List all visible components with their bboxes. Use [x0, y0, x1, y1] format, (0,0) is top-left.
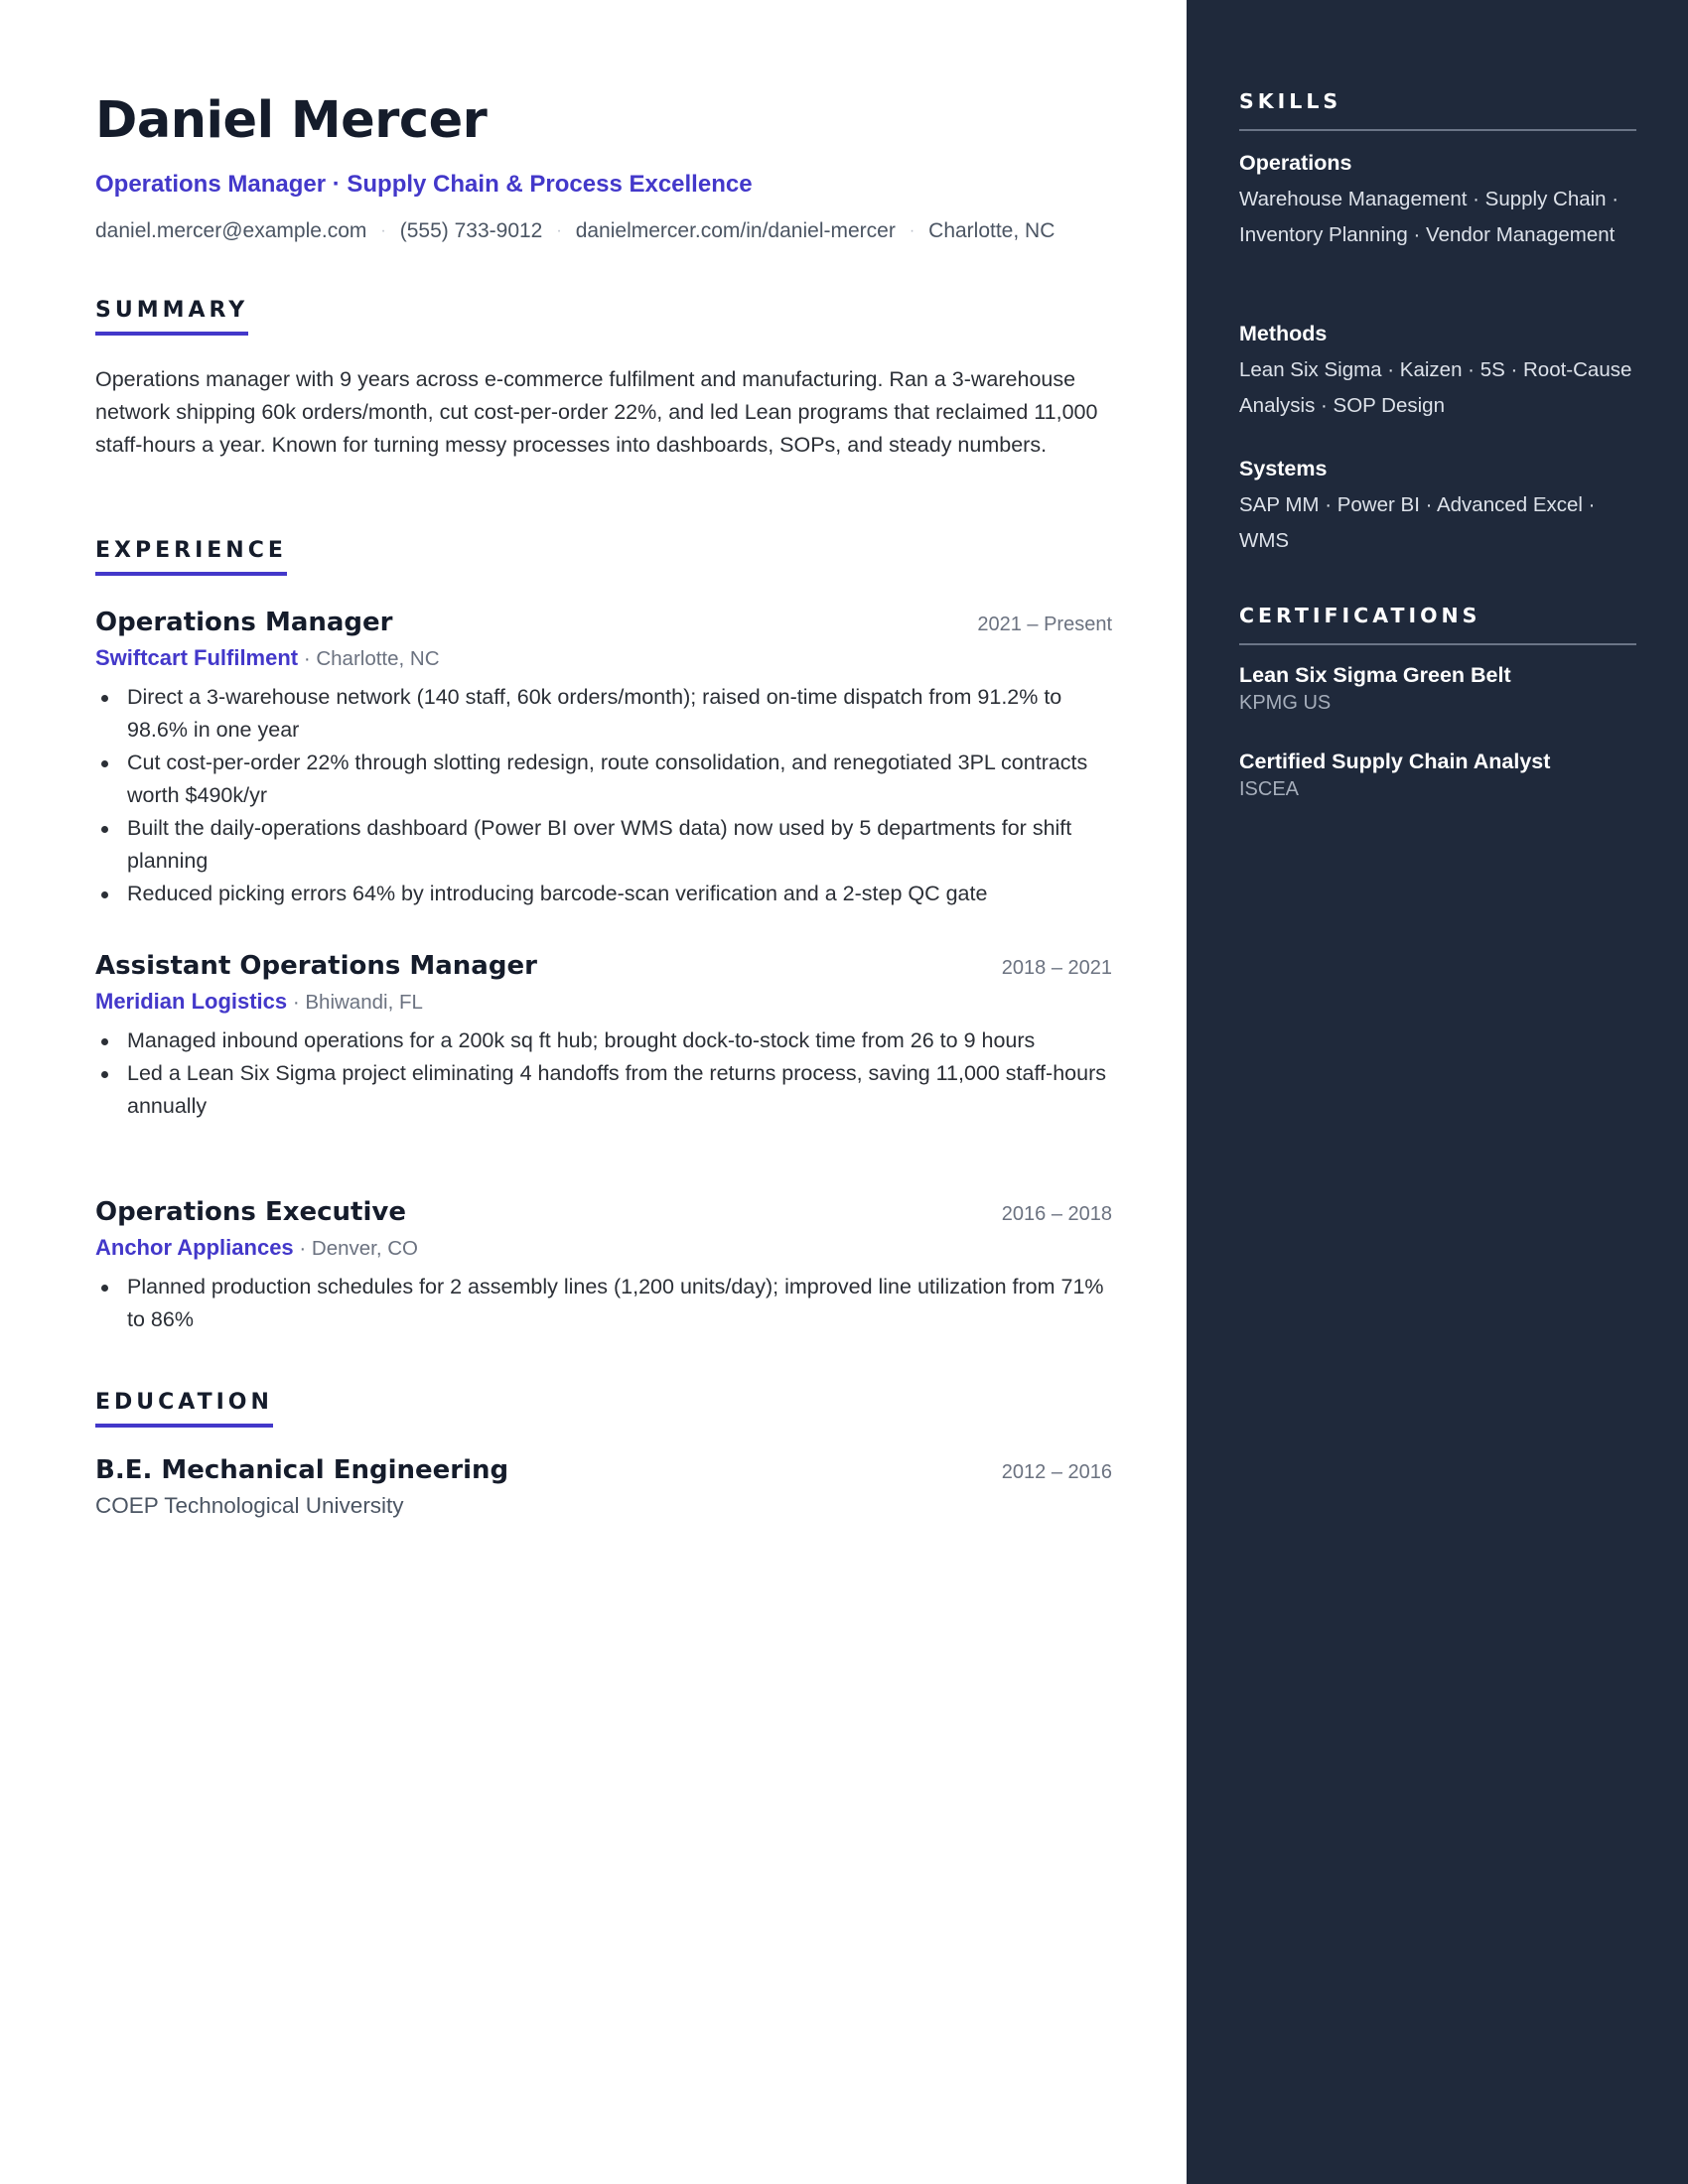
company-name: Swiftcart Fulfilment — [95, 645, 299, 670]
job-location: · Denver, CO — [293, 1237, 418, 1260]
skill-group — [1239, 322, 1641, 424]
education-entry — [95, 1455, 1112, 1519]
certification-name: Certified Supply Chain Analyst — [1239, 750, 1551, 773]
skill-group — [1239, 151, 1641, 253]
contact-website[interactable]: danielmercer.com/in/daniel-mercer — [575, 219, 896, 242]
job-entry — [95, 1197, 1112, 1336]
job-org — [95, 645, 1112, 671]
job-title: Operations Manager — [95, 608, 393, 637]
skill-group-name: Operations — [1239, 151, 1352, 175]
certification-issuer: ISCEA — [1239, 778, 1300, 800]
candidate-name: Daniel Mercer — [95, 91, 488, 150]
skill-group — [1239, 457, 1641, 559]
job-entry — [95, 951, 1112, 1123]
list-item: Direct a 3-warehouse network (140 staff, 60k orders/month); raised on-time dispatch from 91.2% to 98.6% in one year — [95, 681, 1112, 747]
skill-group-items: Warehouse Management · Supply Chain · Inventory Planning · Vendor Management — [1239, 188, 1619, 246]
job-bullets — [95, 1271, 1112, 1336]
job-dates: 2018 – 2021 — [1001, 957, 1112, 979]
company-name: Anchor Appliances — [95, 1235, 294, 1260]
job-org — [95, 1235, 1112, 1261]
job-entry — [95, 608, 1112, 910]
job-org — [95, 989, 1112, 1015]
summary-heading: SUMMARY — [95, 298, 248, 336]
job-location: · Bhiwandi, FL — [287, 991, 423, 1014]
certification-name: Lean Six Sigma Green Belt — [1239, 663, 1511, 687]
list-item: Reduced picking errors 64% by introducing barcode-scan verification and a 2-step QC gate — [95, 878, 1112, 910]
degree: B.E. Mechanical Engineering — [95, 1455, 509, 1485]
contact-separator: · — [909, 222, 915, 239]
job-title: Assistant Operations Manager — [95, 951, 537, 981]
company-name: Meridian Logistics — [95, 989, 288, 1014]
skill-group-name: Systems — [1239, 457, 1328, 480]
contact-line — [95, 219, 1055, 243]
job-dates: 2021 – Present — [977, 614, 1112, 635]
skill-group-name: Methods — [1239, 322, 1328, 345]
summary-text: Operations manager with 9 years across e-commerce fulfilment and manufacturing. Ran a 3-warehouse network shipping 60k orders/month, cut cost-per-order 22%, and led Lean programs that reclaimed 11,000 staff-hours a year. Known for turning messy processes into dashboards, SOPs, and steady numbers. — [95, 367, 1098, 457]
list-item: Led a Lean Six Sigma project eliminating 4 handoffs from the returns process, saving 11,000 staff-hours annually — [95, 1057, 1112, 1123]
skills-heading: SKILLS — [1239, 89, 1636, 131]
contact-phone[interactable]: (555) 733-9012 — [399, 219, 543, 242]
contact-separator: · — [380, 222, 386, 239]
job-title: Operations Executive — [95, 1197, 406, 1227]
education-heading: EDUCATION — [95, 1390, 273, 1428]
job-bullets — [95, 681, 1112, 910]
list-item: Managed inbound operations for a 200k sq ft hub; brought dock-to-stock time from 26 to 9 hours — [95, 1024, 1112, 1057]
certifications-heading: CERTIFICATIONS — [1239, 604, 1636, 645]
certification-issuer: KPMG US — [1239, 692, 1332, 714]
contact-email[interactable]: daniel.mercer@example.com — [95, 219, 367, 242]
education-dates: 2012 – 2016 — [1001, 1461, 1112, 1483]
list-item: Built the daily-operations dashboard (Power BI over WMS data) now used by 5 departments for shift planning — [95, 812, 1112, 878]
skill-group-items: SAP MM · Power BI · Advanced Excel · WMS — [1239, 493, 1596, 552]
job-dates: 2016 – 2018 — [1001, 1203, 1112, 1225]
headline: Operations Manager · Supply Chain & Process Excellence — [95, 171, 753, 198]
list-item: Planned production schedules for 2 assembly lines (1,200 units/day); improved line utilization from 71% to 86% — [95, 1271, 1112, 1336]
school-name: COEP Technological University — [95, 1493, 404, 1518]
certification-entry — [1239, 750, 1641, 801]
certification-entry — [1239, 663, 1641, 715]
contact-separator: · — [556, 222, 562, 239]
list-item: Cut cost-per-order 22% through slotting redesign, route consolidation, and renegotiated 3PL contracts worth $490k/yr — [95, 747, 1112, 812]
job-bullets — [95, 1024, 1112, 1123]
job-location: · Charlotte, NC — [298, 647, 440, 670]
experience-heading: EXPERIENCE — [95, 538, 287, 576]
skill-group-items: Lean Six Sigma · Kaizen · 5S · Root-Cause Analysis · SOP Design — [1239, 358, 1632, 417]
contact-location: Charlotte, NC — [928, 219, 1055, 242]
